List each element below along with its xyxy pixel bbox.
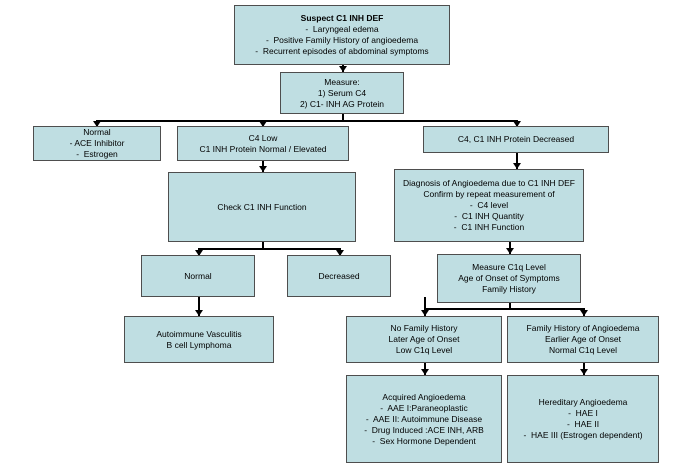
node-normal-left[interactable] <box>33 126 161 161</box>
node-c4-c1-decreased[interactable] <box>423 126 609 153</box>
node-measure-line-2: 2) C1- INH AG Protein <box>299 98 385 109</box>
node-check-function[interactable] <box>168 172 356 242</box>
node-decreased-line-0: Decreased <box>318 270 360 281</box>
node-autoimmune-line-1: B cell Lymphoma <box>166 339 232 350</box>
node-hereditary-angioedema-line-4: - HAE III (Estrogen dependent) <box>523 430 643 440</box>
node-measure-c1q-line-0: Measure C1q Level <box>472 262 546 272</box>
node-no-family-history[interactable] <box>346 316 502 363</box>
bus-measure <box>96 120 516 122</box>
node-normal-left-line-1: - ACE Inhibitor <box>69 138 125 148</box>
node-c4-low[interactable] <box>177 126 349 161</box>
node-suspect-line-1: - Laryngeal edema <box>305 24 379 34</box>
node-acquired-angioedema-line-5: - Sex Hormone Dependent <box>372 435 476 446</box>
node-measure-c1q-line-2: Family History <box>482 284 536 294</box>
node-normal-mid-line-0: Normal <box>184 270 212 281</box>
node-hereditary-angioedema-line-0: Hereditary Angioedema <box>538 397 628 407</box>
node-measure-line-1: 1) Serum C4 <box>317 87 367 98</box>
node-check-function-line-0: Check C1 INH Function <box>217 201 307 212</box>
node-family-history-line-2: Normal C1q Level <box>548 345 618 355</box>
node-normal-mid[interactable] <box>141 255 255 297</box>
node-acquired-angioedema-line-4: - Drug Induced :ACE INH, ARB <box>364 424 484 435</box>
node-hereditary-angioedema[interactable] <box>507 375 659 463</box>
node-hereditary-angioedema-line-2: - HAE I <box>568 408 598 418</box>
node-c4-low-line-0: C4 Low <box>248 132 278 143</box>
node-c4-low-line-1: C1 INH Protein Normal / Elevated <box>199 143 327 154</box>
node-family-history[interactable] <box>507 316 659 363</box>
node-normal-left-line-0: Normal <box>83 127 111 137</box>
node-family-history-line-1: Earlier Age of Onset <box>544 334 622 344</box>
node-suspect-line-2: - Positive Family History of angioedema <box>265 35 419 45</box>
node-suspect-line-3: - Recurrent episodes of abdominal symptoms <box>255 46 429 56</box>
node-no-family-history-line-1: Later Age of Onset <box>388 334 460 344</box>
node-diagnosis-line-3: - C1 INH Quantity <box>454 211 524 221</box>
node-measure-c1q-line-1: Age of Onset of Symptoms <box>458 273 560 283</box>
node-autoimmune[interactable] <box>124 316 274 363</box>
node-suspect-line-0: Suspect C1 INH DEF <box>300 13 384 23</box>
node-acquired-angioedema-line-3: - AAE II: Autoimmune Disease <box>365 413 483 424</box>
node-acquired-angioedema-line-0: Acquired Angioedema <box>382 391 466 402</box>
bus-check <box>198 248 340 250</box>
bus-c1q <box>424 308 584 310</box>
node-measure-c1q[interactable] <box>437 254 581 303</box>
node-diagnosis[interactable] <box>394 169 584 242</box>
node-diagnosis-line-1: Confirm by repeat measurement of <box>423 189 555 199</box>
node-measure[interactable] <box>280 72 404 114</box>
node-c4-c1-decreased-line-0: C4, C1 INH Protein Decreased <box>457 134 575 144</box>
node-autoimmune-line-0: Autoimmune Vasculitis <box>156 328 242 339</box>
node-family-history-line-0: Family History of Angioedema <box>526 323 640 333</box>
node-acquired-angioedema[interactable] <box>346 375 502 463</box>
node-no-family-history-line-2: Low C1q Level <box>395 345 453 355</box>
node-suspect[interactable] <box>234 5 450 65</box>
node-diagnosis-line-4: - C1 INH Function <box>453 222 525 232</box>
node-normal-left-line-2: - Estrogen <box>76 149 118 159</box>
node-acquired-angioedema-line-2: - AAE I:Paraneoplastic <box>380 402 468 413</box>
node-measure-line-0: Measure: <box>324 76 360 87</box>
node-diagnosis-line-2: - C4 level <box>469 200 509 210</box>
node-no-family-history-line-0: No Family History <box>390 323 458 333</box>
node-diagnosis-line-0: Diagnosis of Angioedema due to C1 INH DEF <box>403 178 575 188</box>
node-hereditary-angioedema-line-3: - HAE II <box>566 419 600 429</box>
node-decreased[interactable] <box>287 255 391 297</box>
